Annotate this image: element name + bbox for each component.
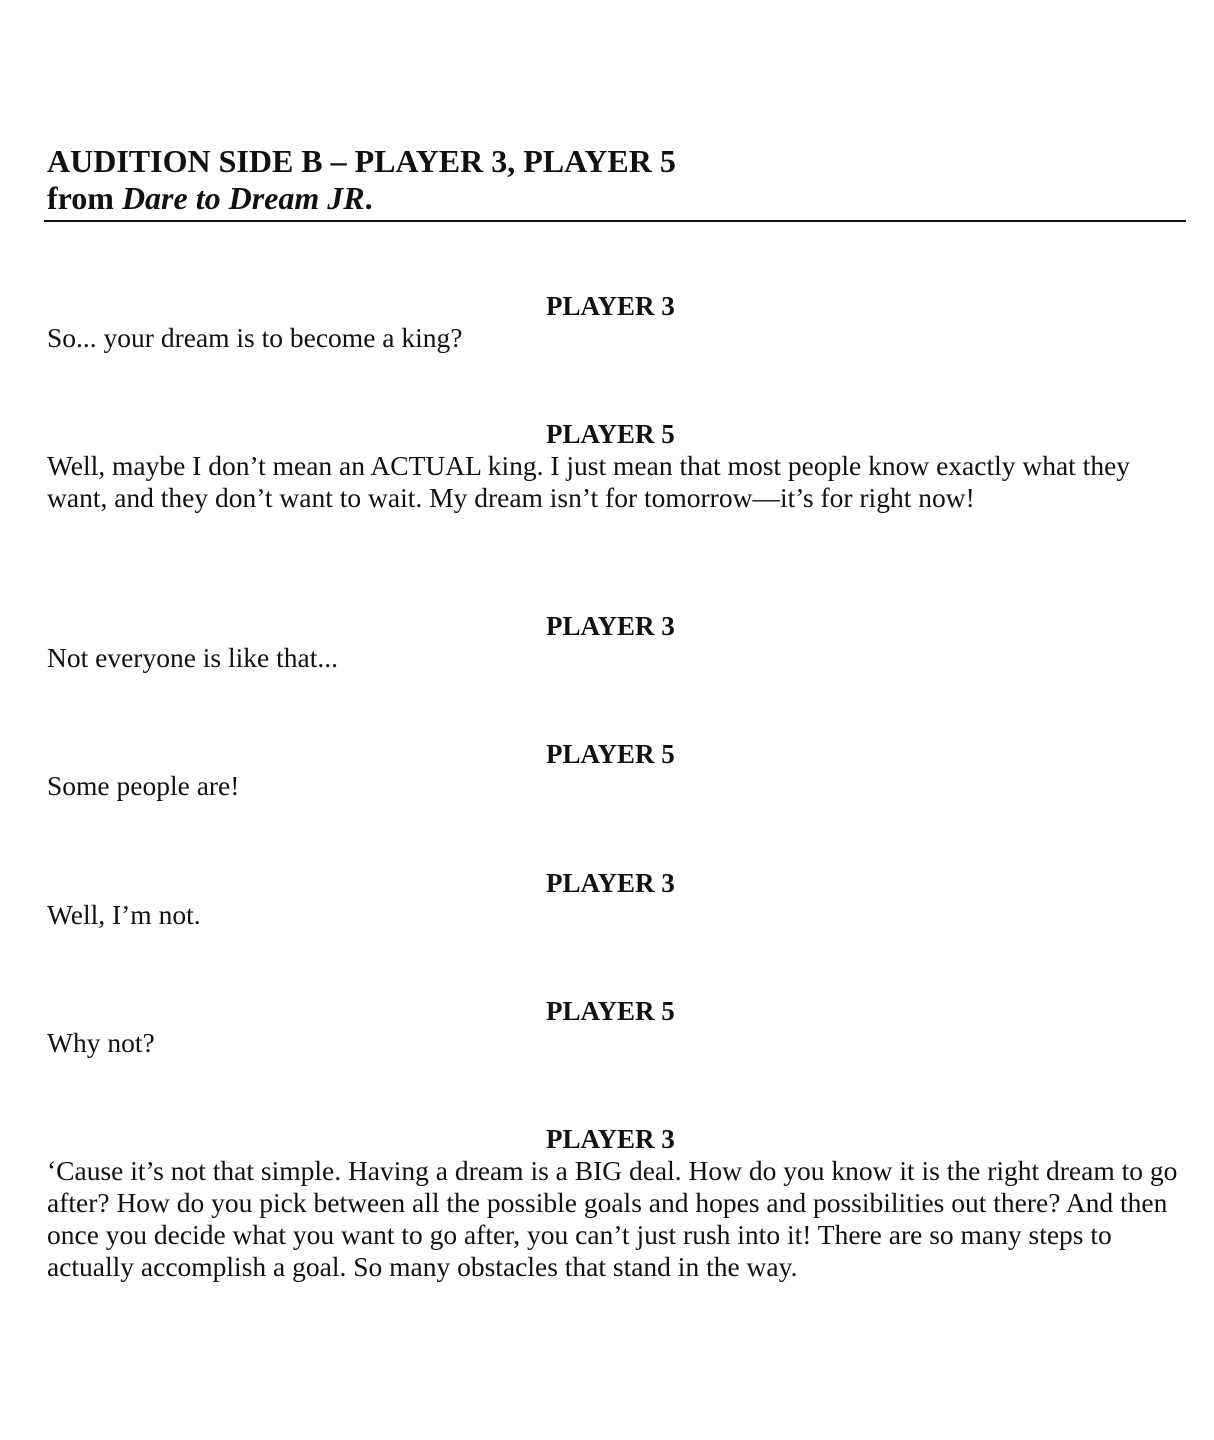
dialogue-line: Why not? bbox=[47, 1027, 155, 1058]
document-header bbox=[47, 143, 1187, 217]
dialogue-line: Well, maybe I don’t mean an ACTUAL king. I just mean that most people know exactly what they want, and they don’t want to wait. My dream isn’t for tomorrow—it’s for right now! bbox=[47, 450, 1131, 513]
dialogue-line: Some people are! bbox=[47, 770, 240, 801]
from-prefix: from bbox=[47, 180, 122, 216]
dialogue-line: So... your dream is to become a king? bbox=[47, 322, 463, 353]
speaker-name: PLAYER 3 bbox=[546, 611, 675, 641]
speaker-name: PLAYER 5 bbox=[546, 419, 675, 449]
speaker-name: PLAYER 5 bbox=[546, 996, 675, 1026]
header-divider bbox=[44, 220, 1186, 222]
speaker-name: PLAYER 3 bbox=[546, 291, 675, 321]
dialogue-line: Well, I’m not. bbox=[47, 899, 201, 930]
show-title: Dare to Dream JR bbox=[121, 180, 365, 216]
speaker-name: PLAYER 3 bbox=[546, 868, 675, 898]
speaker-name: PLAYER 3 bbox=[546, 1124, 675, 1154]
dialogue-line: ‘Cause it’s not that simple. Having a dream is a BIG deal. How do you know it is the right dream to go after? How do you pick between all the possible goals and hopes and possibilities out there? And then once you decide what you want to go after, you can’t just rush into it! There are so many steps to actually accomplish a goal. So many obstacles that stand in the way. bbox=[47, 1155, 1178, 1282]
page-title: AUDITION SIDE B – PLAYER 3, PLAYER 5 bbox=[47, 143, 676, 179]
speaker-name: PLAYER 5 bbox=[546, 739, 675, 769]
show-suffix: . bbox=[364, 180, 373, 216]
show-subtitle bbox=[47, 180, 1187, 217]
dialogue-line: Not everyone is like that... bbox=[47, 642, 338, 673]
